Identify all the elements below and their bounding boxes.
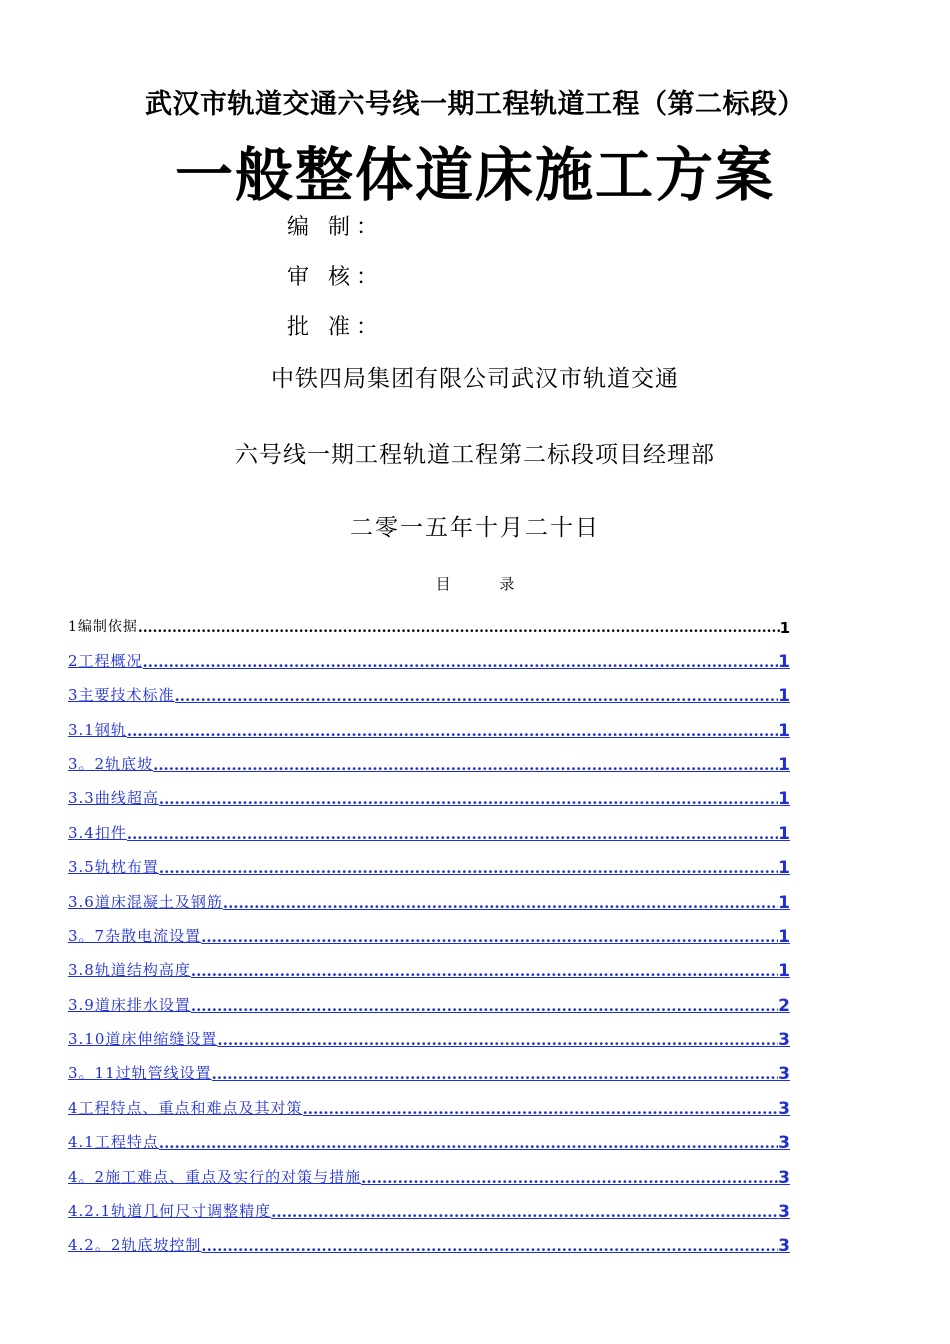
toc-entry[interactable] [68, 1019, 790, 1053]
toc-entry-page: 1 [778, 754, 790, 775]
toc-entry-label: 4工程特点、重点和难点及其对策 [68, 1098, 303, 1117]
toc-entry-page: 1 [778, 858, 790, 879]
toc-entry[interactable] [68, 984, 790, 1018]
toc-entry-label: 3.1钢轨 [68, 720, 127, 739]
toc-entry-label: 3.5轨枕布置 [68, 858, 159, 877]
toc-entry-label: 4.2。2轨底坡控制 [68, 1236, 202, 1255]
toc-entry-page: 1 [779, 619, 790, 638]
toc-leader-dots [217, 1031, 778, 1053]
toc-leader-dots [153, 756, 778, 778]
toc-leader-dots [201, 1237, 778, 1259]
toc-entry-page: 1 [778, 892, 790, 913]
toc-leader-dots [201, 928, 778, 950]
toc-entry[interactable] [68, 640, 790, 674]
toc-entry-page: 3 [778, 1236, 790, 1257]
toc-leader-dots [175, 687, 779, 709]
toc-entry-label: 3.9道床排水设置 [68, 995, 191, 1014]
toc-entry[interactable] [68, 1225, 790, 1259]
toc-entry[interactable] [68, 916, 790, 950]
toc-entry[interactable] [68, 1191, 790, 1225]
toc-leader-dots [159, 859, 778, 881]
toc-entry-label: 3主要技术标准 [68, 686, 175, 705]
toc-leader-dots [361, 1169, 778, 1191]
toc-entry[interactable] [68, 847, 790, 881]
toc-leader-dots [271, 1203, 778, 1225]
toc-entry-page: 1 [778, 720, 790, 741]
toc-entry-label: 3。2轨底坡 [68, 754, 154, 773]
toc-leader-dots [212, 1065, 779, 1087]
toc-entry-page: 3 [778, 1030, 790, 1051]
toc-entry[interactable] [68, 1087, 790, 1121]
toc-entry-label: 3.10道床伸缩缝设置 [68, 1030, 218, 1049]
toc-entry-page: 1 [778, 789, 790, 810]
toc-entry-label: 4。2施工难点、重点及实行的对策与措施 [68, 1167, 362, 1186]
toc-entry-label: 3。7杂散电流设置 [68, 926, 202, 945]
toc-entry-page: 3 [778, 1098, 790, 1119]
toc-entry[interactable] [68, 709, 790, 743]
toc-entry-page: 1 [778, 961, 790, 982]
toc-heading: 目 录 [435, 575, 537, 593]
toc-entry[interactable] [68, 744, 790, 778]
toc-leader-dots [303, 1100, 779, 1122]
toc-entry-page: 3 [778, 1064, 790, 1085]
toc-entry-page: 3 [778, 1202, 790, 1223]
toc-entry-label: 3.3曲线超高 [68, 789, 159, 808]
toc-entry[interactable] [68, 812, 790, 846]
toc-leader-dots [127, 825, 778, 847]
document-date: 二零一五年十月二十日 [350, 515, 600, 541]
signoff-approve: 批 准： [287, 315, 384, 340]
toc-leader-dots [191, 962, 778, 984]
organization-line-2: 六号线一期工程轨道工程第二标段项目经理部 [235, 442, 715, 468]
toc-entry-page: 1 [778, 823, 790, 844]
toc-entry [68, 606, 790, 640]
toc-entry[interactable] [68, 1122, 790, 1156]
toc-entry-page: 1 [778, 926, 790, 947]
toc-entry[interactable] [68, 950, 790, 984]
table-of-contents [68, 606, 790, 1259]
toc-entry-page: 3 [778, 1167, 790, 1188]
toc-entry-page: 1 [778, 651, 790, 672]
toc-entry-label: 3.8轨道结构高度 [68, 961, 191, 980]
toc-leader-dots [143, 653, 779, 675]
toc-entry-label: 3。11过轨管线设置 [68, 1064, 212, 1083]
toc-entry-label: 2工程概况 [68, 651, 143, 670]
toc-entry-label: 3.6道床混凝土及钢筋 [68, 892, 223, 911]
toc-entry[interactable] [68, 1156, 790, 1190]
toc-leader-dots [159, 790, 778, 812]
toc-entry-label: 1编制依据 [68, 619, 138, 636]
toc-entry[interactable] [68, 881, 790, 915]
toc-entry-page: 3 [778, 1133, 790, 1154]
toc-leader-dots [138, 620, 780, 640]
toc-entry-label: 4.1工程特点 [68, 1133, 159, 1152]
toc-leader-dots [191, 997, 778, 1019]
toc-entry-page: 2 [778, 995, 790, 1016]
organization-line-1: 中铁四局集团有限公司武汉市轨道交通 [271, 366, 679, 392]
toc-entry-page: 1 [778, 686, 790, 707]
toc-entry[interactable] [68, 675, 790, 709]
toc-leader-dots [223, 894, 778, 916]
toc-leader-dots [127, 722, 778, 744]
project-title: 武汉市轨道交通六号线一期工程轨道工程（第二标段） [145, 89, 805, 120]
toc-entry[interactable] [68, 778, 790, 812]
signoff-review: 审 核： [287, 265, 384, 290]
signoff-compile: 编 制： [287, 215, 384, 240]
toc-entry[interactable] [68, 1053, 790, 1087]
toc-entry-label: 3.4扣件 [68, 823, 127, 842]
toc-entry-label: 4.2.1轨道几何尺寸调整精度 [68, 1202, 272, 1221]
document-title: 一般整体道床施工方案 [174, 141, 775, 209]
toc-leader-dots [159, 1134, 778, 1156]
